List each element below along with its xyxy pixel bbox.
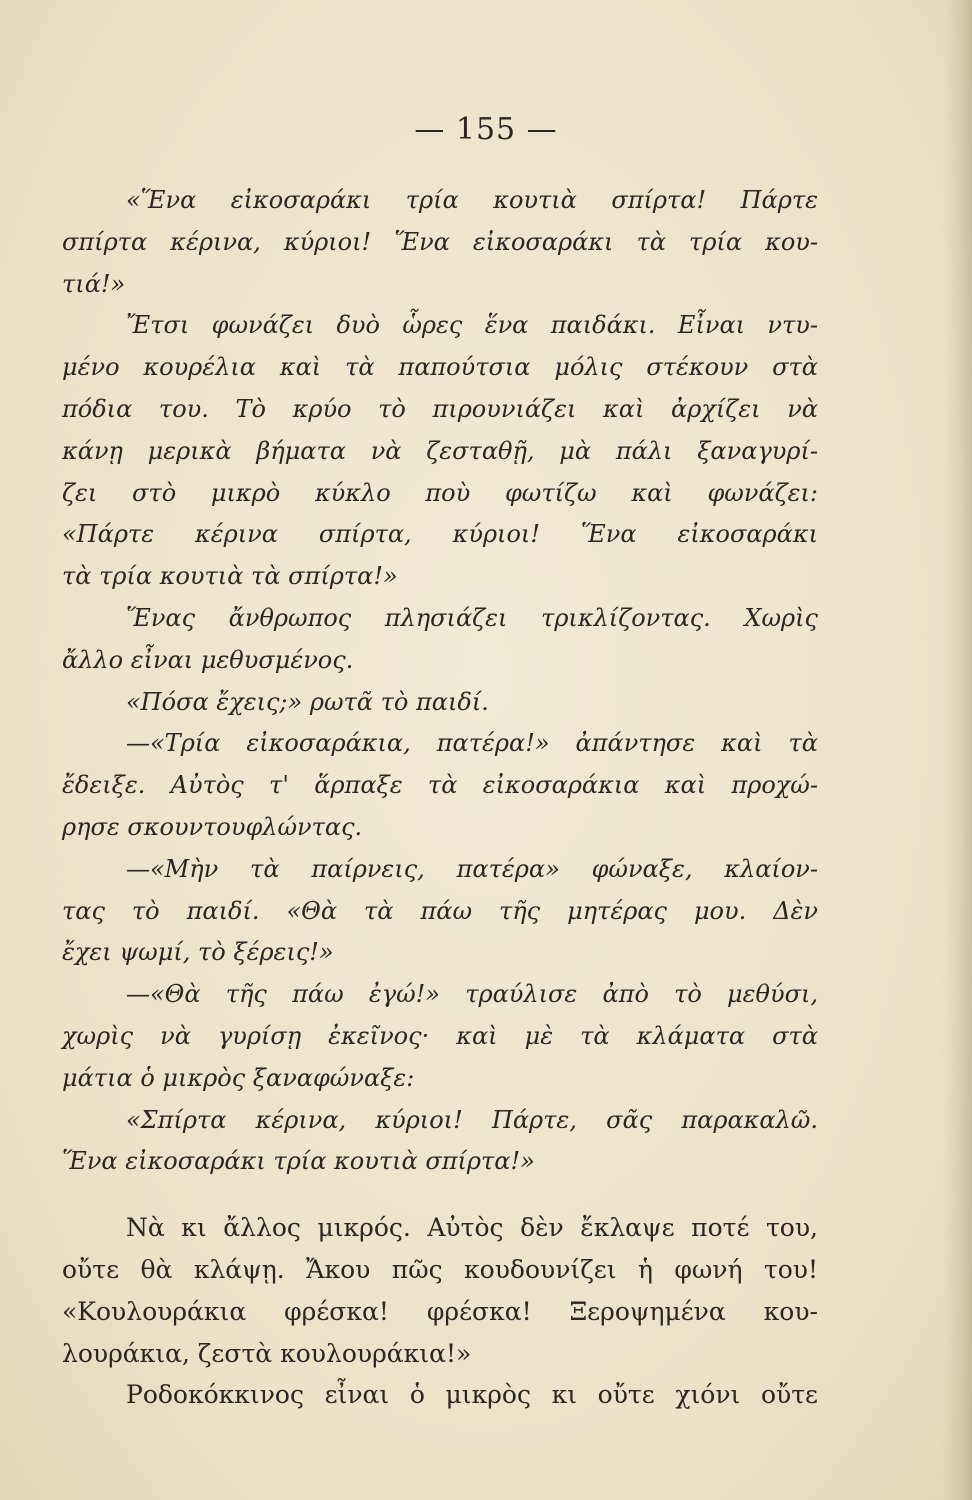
page-number: — 155 — — [414, 112, 558, 147]
text-line: «Κουλουράκια φρέσκα! φρέσκα! Ξεροψημένα κου- — [62, 1296, 818, 1326]
text-line: τας τὸ παιδί. «Θὰ τὰ πάω τῆς μητέρας μου. Δὲν — [62, 896, 818, 925]
body-text — [62, 180, 818, 1416]
text-line: πόδια του. Τὸ κρύο τὸ πιρουνιάζει καὶ ἀρχίζει νὰ — [62, 394, 818, 423]
text-line: τιά!» — [62, 269, 126, 298]
text-line: ἄλλο εἶναι μεθυσμένος. — [62, 645, 354, 674]
text-line: Ἕνα εἰκοσαράκι τρία κουτιὰ σπίρτα!» — [62, 1147, 535, 1176]
text-line: οὔτε θὰ κλάψῃ. Ἄκου πῶς κουδουνίζει ἡ φωνή του! — [62, 1254, 818, 1284]
page-gutter-shadow — [942, 0, 972, 1500]
text-line: σπίρτα κέρινα, κύριοι! Ἕνα εἰκοσαράκι τὰ τρία κου- — [62, 227, 818, 256]
text-line: λουράκια, ζεστὰ κουλουράκια!» — [62, 1338, 472, 1368]
text-line: —«Τρία εἰκοσαράκια, πατέρα!» ἀπάντησε καὶ τὰ — [126, 729, 818, 758]
text-line: Ἔτσι φωνάζει δυὸ ὧρες ἕνα παιδάκι. Εἶναι ντυ- — [126, 311, 818, 340]
text-line: ζει στὸ μικρὸ κύκλο ποὺ φωτίζω καὶ φωνάζει: — [62, 478, 818, 507]
text-line: «Σπίρτα κέρινα, κύριοι! Πάρτε, σᾶς παρακαλῶ. — [126, 1105, 818, 1134]
section-gap — [62, 1183, 818, 1207]
text-line: Ἕνας ἄνθρωπος πλησιάζει τρικλίζοντας. Χωρὶς — [126, 603, 818, 632]
text-line: μάτια ὁ μικρὸς ξαναφώναξε: — [62, 1063, 415, 1092]
text-line: ρησε σκουντουφλώντας. — [62, 812, 363, 841]
text-line: —«Θὰ τῆς πάω ἐγώ!» τραύλισε ἀπὸ τὸ μεθύσι, — [126, 980, 818, 1009]
text-line: ἔχει ψωμί, τὸ ξέρεις!» — [62, 938, 334, 967]
text-line: χωρὶς νὰ γυρίσῃ ἐκεῖνος· καὶ μὲ τὰ κλάματα στὰ — [62, 1021, 818, 1050]
text-line: —«Μὴν τὰ παίρνεις, πατέρα» φώναξε, κλαίον- — [126, 854, 818, 883]
text-line: Νὰ κι ἄλλος μικρός. Αὐτὸς δὲν ἔκλαψε ποτέ του, — [126, 1213, 818, 1243]
text-line: μένο κουρέλια καὶ τὰ παπούτσια μόλις στέκουν στὰ — [62, 353, 818, 382]
text-line: «Πάρτε κέρινα σπίρτα, κύριοι! Ἕνα εἰκοσαράκι — [62, 520, 818, 549]
text-line: Ροδοκόκκινος εἶναι ὁ μικρὸς κι οὔτε χιόνι οὔτε — [126, 1380, 818, 1410]
text-line: ἔδειξε. Αὐτὸς τ' ἅρπαξε τὰ εἰκοσαράκια καὶ προχώ- — [62, 771, 818, 800]
text-line: «Ἕνα εἰκοσαράκι τρία κουτιὰ σπίρτα! Πάρτε — [126, 186, 818, 214]
text-line: «Πόσα ἔχεις;» ρωτᾶ τὸ παιδί. — [126, 687, 489, 716]
text-line: τὰ τρία κουτιὰ τὰ σπίρτα!» — [62, 562, 398, 591]
text-line: κάνῃ μερικὰ βήματα νὰ ζεσταθῇ, μὰ πάλι ξαναγυρί- — [62, 436, 818, 465]
